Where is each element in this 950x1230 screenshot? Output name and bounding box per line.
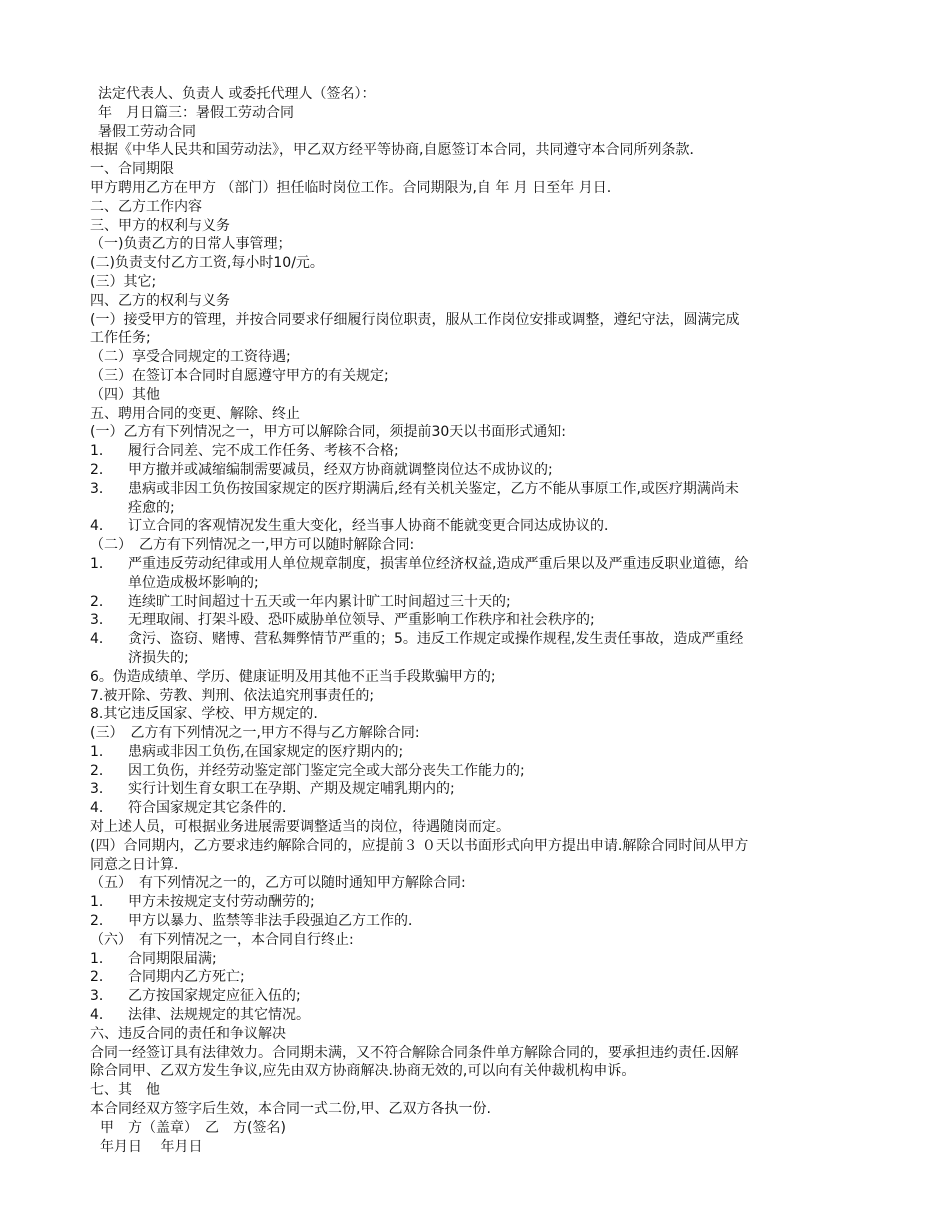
- text-line: 7.被开除、劳教、判刑、依法追究刑事责任的;: [90, 687, 375, 704]
- text-line: 合同一经签订具有法律效力。合同期未满，又不符合解除合同条件单方解除合同的，要承担违约责任.因解: [90, 1044, 739, 1061]
- text-line: 同意之日计算．: [90, 856, 188, 873]
- item-number: 1．: [90, 950, 113, 967]
- list-item: [90, 987, 870, 1006]
- text-line: （五） 有下列情况之一的，乙方可以随时通知甲方解除合同:: [90, 875, 466, 892]
- item-text: 无理取闹、打架斗殴、恐吓威胁单位领导、严重影响工作秩序和社会秩序的;: [128, 612, 595, 629]
- list-item: [90, 517, 870, 536]
- text-line: 对上述人员，可根据业务进展需要调整适当的岗位，待遇随岗而定。: [90, 819, 510, 836]
- item-text: 合同期内乙方死亡;: [128, 969, 245, 986]
- text-line: （一)负责乙方的日常人事管理；: [90, 236, 292, 253]
- item-number: 3．: [90, 612, 113, 629]
- text-line: （四）其他: [90, 386, 160, 403]
- item-number: 4．: [90, 518, 113, 535]
- text-line: 工作任务;: [90, 330, 151, 347]
- item-number: 3．: [90, 988, 113, 1005]
- item-text: 患病或非因工负伤按国家规定的医疗期满后,经有关机关鉴定，乙方不能从事原工作,或医疗期满尚未: [128, 480, 739, 497]
- item-text: 乙方按国家规定应征入伍的;: [128, 988, 301, 1005]
- section-heading: 五、聘用合同的变更、解除、终止: [90, 405, 300, 422]
- list-item: [90, 442, 870, 461]
- item-text: 符合国家规定其它条件的．: [128, 800, 296, 817]
- item-text: 贪污、盗窃、赌博、营私舞弊情节严重的；5。违反工作规定或操作规程,发生责任事故，造成严重经: [128, 631, 744, 648]
- item-number: 3．: [90, 781, 113, 798]
- document-title: 暑假工劳动合同: [98, 123, 196, 140]
- text-line: （三）在签订本合同时自愿遵守甲方的有关规定;: [90, 367, 389, 384]
- list-item: [90, 743, 870, 762]
- list-item: [90, 611, 870, 630]
- text-line: (四）合同期内，乙方要求违约解除合同的，应提前３ ０天以书面形式向甲方提出申请.解除合同时间从甲方: [90, 837, 749, 854]
- text-line: （二）享受合同规定的工资待遇;: [90, 349, 291, 366]
- text-line: (二)负责支付乙方工资,每小时10/元。: [90, 255, 324, 272]
- item-number: 1．: [90, 443, 113, 460]
- item-text: 甲方撤并或减缩编制需要减员，经双方协商就调整岗位达不成协议的;: [128, 461, 553, 478]
- text-line: (三）其它;: [90, 273, 157, 290]
- section-heading: 七、其 他: [90, 1082, 160, 1099]
- text-line: 甲方聘用乙方在甲方 （部门）担任临时岗位工作。合同期限为,自 年 月 日至年 月日.: [90, 179, 612, 196]
- item-text: 甲方未按规定支付劳动酬劳的;: [128, 894, 315, 911]
- list-item: [90, 912, 870, 931]
- item-number: 2．: [90, 461, 113, 478]
- item-number: 1．: [90, 743, 113, 760]
- item-text: 连续旷工时间超过十五天或一年内累计旷工时间超过三十天的;: [128, 593, 511, 610]
- text-line: 根据《中华人民共和国劳动法》，甲乙双方经平等协商,自愿签订本合同，共同遵守本合同所列条款．: [90, 142, 704, 159]
- list-item: [90, 480, 870, 499]
- list-item: [90, 950, 870, 969]
- signature-labels: 甲 方（盖章） 乙 方(签名): [100, 1119, 286, 1136]
- text-line: 除合同甲、乙双方发生争议,应先由双方协商解决.协商无效的,可以向有关仲裁机构申诉。: [90, 1063, 636, 1080]
- list-item: [90, 780, 870, 799]
- signature-dates: 年月日 年月日: [100, 1138, 203, 1155]
- item-text: 合同期限届满;: [128, 950, 217, 967]
- section-heading: 三、甲方的权利与义务: [90, 217, 230, 234]
- list-item: [90, 799, 870, 818]
- list-item: [90, 762, 870, 781]
- item-number: 4．: [90, 631, 113, 648]
- text-line: 法定代表人、负责人 或委托代理人（签名）：: [98, 86, 376, 102]
- text-line: (一）接受甲方的管理，并按合同要求仔细履行岗位职责，服从工作岗位安排或调整，遵纪守法，圆满完成: [90, 311, 740, 328]
- item-number: 4．: [90, 800, 113, 817]
- item-text: 患病或非因工负伤,在国家规定的医疗期内的;: [128, 743, 404, 760]
- item-number: 1．: [90, 894, 113, 911]
- item-text: 履行合同差、完不成工作任务、考核不合格;: [128, 443, 399, 460]
- item-number: 2．: [90, 913, 113, 930]
- section-heading: 二、乙方工作内容: [90, 198, 202, 215]
- item-continuation: 济损失的;: [128, 649, 189, 666]
- item-number: 2．: [90, 762, 113, 779]
- item-continuation: 单位造成极坏影响的;: [128, 574, 259, 591]
- text-line: 8.其它违反国家、学校、甲方规定的.: [90, 706, 318, 723]
- item-text: 甲方以暴力、监禁等非法手段强迫乙方工作的．: [128, 913, 422, 930]
- text-line: 本合同经双方签字后生效，本合同一式二份,甲、乙双方各执一份.: [90, 1101, 491, 1118]
- item-number: 1．: [90, 555, 113, 572]
- item-text: 实行计划生育女职工在孕期、产期及规定哺乳期内的;: [128, 781, 455, 798]
- list-item: [90, 593, 870, 612]
- item-text: 订立合同的客观情况发生重大变化，经当事人协商不能就变更合同达成协议的．: [128, 518, 618, 535]
- item-continuation: 痊愈的;: [128, 499, 175, 516]
- item-text: 法律、法规规定的其它情况。: [128, 1007, 310, 1024]
- text-line: （二） 乙方有下列情况之一,甲方可以随时解除合同:: [90, 537, 415, 554]
- text-line: （六） 有下列情况之一，本合同自行终止:: [90, 931, 354, 948]
- item-number: 2．: [90, 969, 113, 986]
- item-number: 2．: [90, 593, 113, 610]
- list-item: [90, 555, 870, 574]
- text-line: (三） 乙方有下列情况之一,甲方不得与乙方解除合同:: [90, 725, 420, 742]
- list-item: [90, 1006, 870, 1025]
- list-item: [90, 630, 870, 649]
- list-item: [90, 968, 870, 987]
- text-line: 年 月日篇三：暑假工劳动合同: [98, 104, 294, 121]
- item-number: 3．: [90, 480, 113, 497]
- list-item: [90, 893, 870, 912]
- item-number: 4．: [90, 1007, 113, 1024]
- section-heading: 四、乙方的权利与义务: [90, 292, 230, 309]
- item-text: 因工负伤，并经劳动鉴定部门鉴定完全或大部分丧失工作能力的;: [128, 762, 525, 779]
- text-line: (一）乙方有下列情况之一，甲方可以解除合同，须提前30天以书面形式通知:: [90, 424, 566, 441]
- text-line: 6。伪造成绩单、学历、健康证明及用其他不正当手段欺骗甲方的;: [90, 668, 496, 685]
- item-text: 严重违反劳动纪律或用人单位规章制度，损害单位经济权益,造成严重后果以及严重违反职业道德，给: [128, 555, 749, 572]
- section-heading: 一、合同期限: [90, 161, 174, 178]
- section-heading: 六、违反合同的责任和争议解决: [90, 1025, 286, 1042]
- contract-document: [90, 85, 870, 1156]
- list-item: [90, 461, 870, 480]
